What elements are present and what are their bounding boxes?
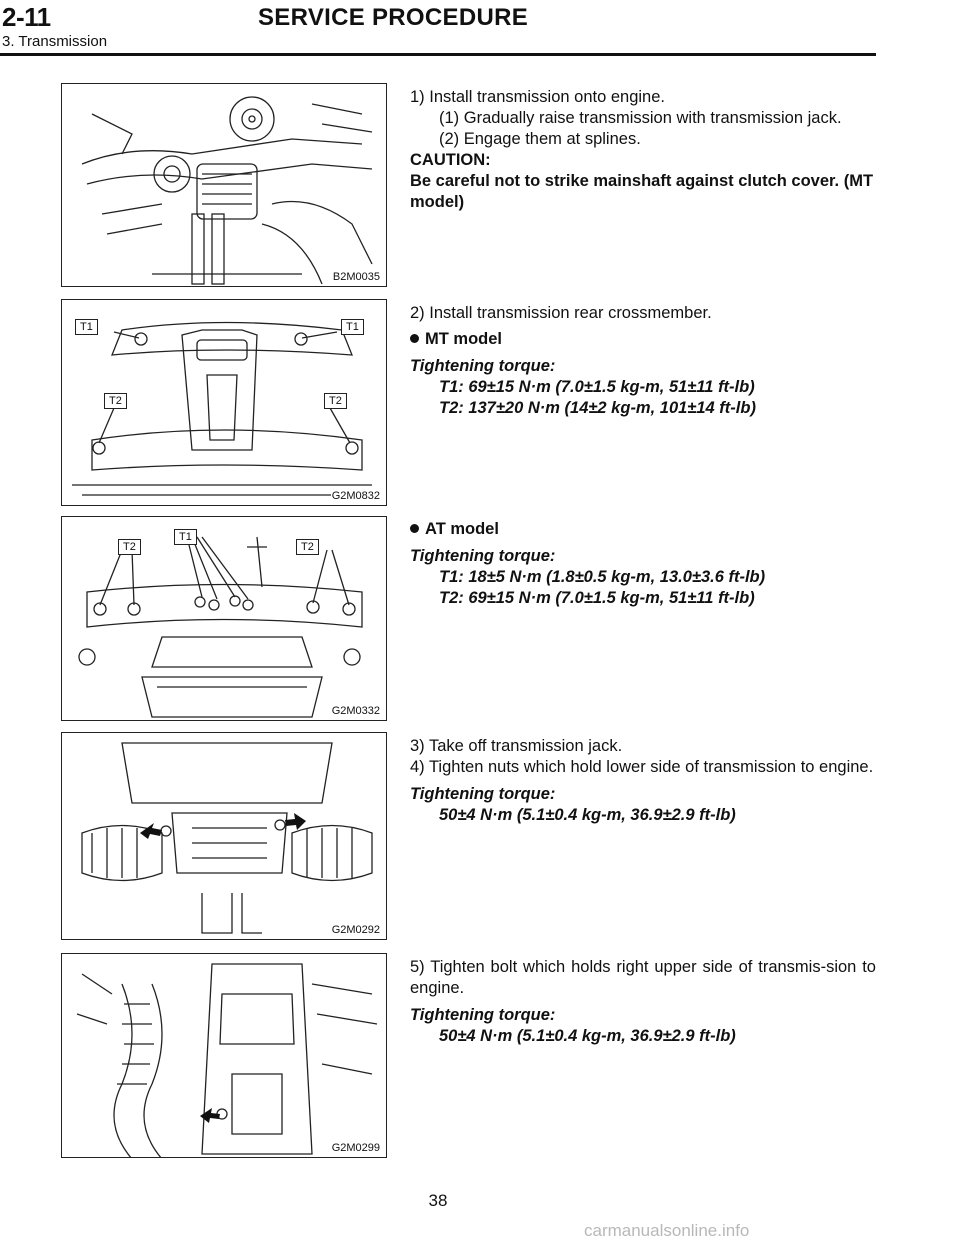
step-3: 3) Take off transmission jack. — [410, 737, 623, 755]
fig-label-t2-right: T2 — [324, 393, 347, 409]
step-2: 2) Install transmission rear crossmember. — [410, 304, 712, 322]
torque-value: 50±4 N·m (5.1±0.4 kg-m, 36.9±2.9 ft-lb) — [439, 1027, 736, 1045]
figure-code: G2M0299 — [331, 1142, 380, 1154]
figure-code: G2M0832 — [331, 490, 380, 502]
fig-label-t2-left: T2 — [118, 539, 141, 555]
torque-t2: T2: 69±15 N·m (7.0±1.5 kg-m, 51±11 ft-lb) — [439, 589, 755, 607]
bullet-label: MT model — [425, 330, 502, 348]
watermark: carmanualsonline.info — [584, 1221, 750, 1240]
text-block-at-model — [410, 519, 876, 609]
figure-mt-crossmember — [61, 299, 387, 506]
page-number: 38 — [428, 1191, 448, 1210]
figure-drawing — [62, 733, 387, 940]
figure-drawing — [62, 517, 387, 721]
torque-heading: Tightening torque: — [410, 547, 556, 565]
fig-label-t2-left: T2 — [104, 393, 127, 409]
torque-t1: T1: 18±5 N·m (1.8±0.5 kg-m, 13.0±3.6 ft-lb) — [439, 568, 766, 586]
step-4: 4) Tighten nuts which hold lower side of transmission to engine. — [410, 758, 874, 776]
torque-heading: Tightening torque: — [410, 1006, 556, 1024]
fig-label-t2-right: T2 — [296, 539, 319, 555]
figure-code: G2M0292 — [331, 924, 380, 936]
text-block-step-1 — [410, 87, 876, 213]
section-title: SERVICE PROCEDURE — [258, 4, 529, 31]
fig-label-t1-left: T1 — [75, 319, 98, 335]
text-block-step-5 — [410, 957, 876, 1047]
figure-upper-bolt — [61, 953, 387, 1158]
substep-1-1: (1) Gradually raise transmission with transmission jack. — [439, 109, 842, 127]
torque-heading: Tightening torque: — [410, 357, 556, 375]
caution-body: Be careful not to strike mainshaft against clutch cover. (MT model) — [410, 172, 874, 211]
figure-code: G2M0332 — [331, 705, 380, 717]
substep-1-2: (2) Engage them at splines. — [439, 130, 641, 148]
text-block-step-3-4 — [410, 736, 876, 826]
figure-code: B2M0035 — [332, 271, 380, 283]
figure-at-crossmember — [61, 516, 387, 721]
header-rule — [0, 53, 876, 56]
fig-label-t1-right: T1 — [341, 319, 364, 335]
step-5: 5) Tighten bolt which holds right upper side of transmis-sion to engine. — [410, 958, 876, 997]
bullet-dot-icon — [410, 334, 419, 343]
figure-drawing — [62, 954, 387, 1158]
step-1: 1) Install transmission onto engine. — [410, 88, 665, 106]
section-number: 2-11 — [2, 2, 51, 32]
torque-value: 50±4 N·m (5.1±0.4 kg-m, 36.9±2.9 ft-lb) — [439, 806, 736, 824]
figure-drawing — [62, 84, 387, 287]
bullet-mt-model — [410, 329, 876, 350]
bullet-at-model — [410, 519, 876, 540]
text-block-step-2 — [410, 303, 876, 419]
torque-t1: T1: 69±15 N·m (7.0±1.5 kg-m, 51±11 ft-lb) — [439, 378, 755, 396]
torque-t2: T2: 137±20 N·m (14±2 kg-m, 101±14 ft-lb) — [439, 399, 756, 417]
figure-lower-nuts — [61, 732, 387, 940]
subsection-title: 3. Transmission — [2, 33, 108, 50]
figure-engine-transmission — [61, 83, 387, 287]
torque-heading: Tightening torque: — [410, 785, 556, 803]
bullet-dot-icon — [410, 524, 419, 533]
caution-heading: CAUTION: — [410, 151, 491, 169]
fig-label-t1-center: T1 — [174, 529, 197, 545]
page-header — [0, 0, 960, 60]
bullet-label: AT model — [425, 520, 499, 538]
